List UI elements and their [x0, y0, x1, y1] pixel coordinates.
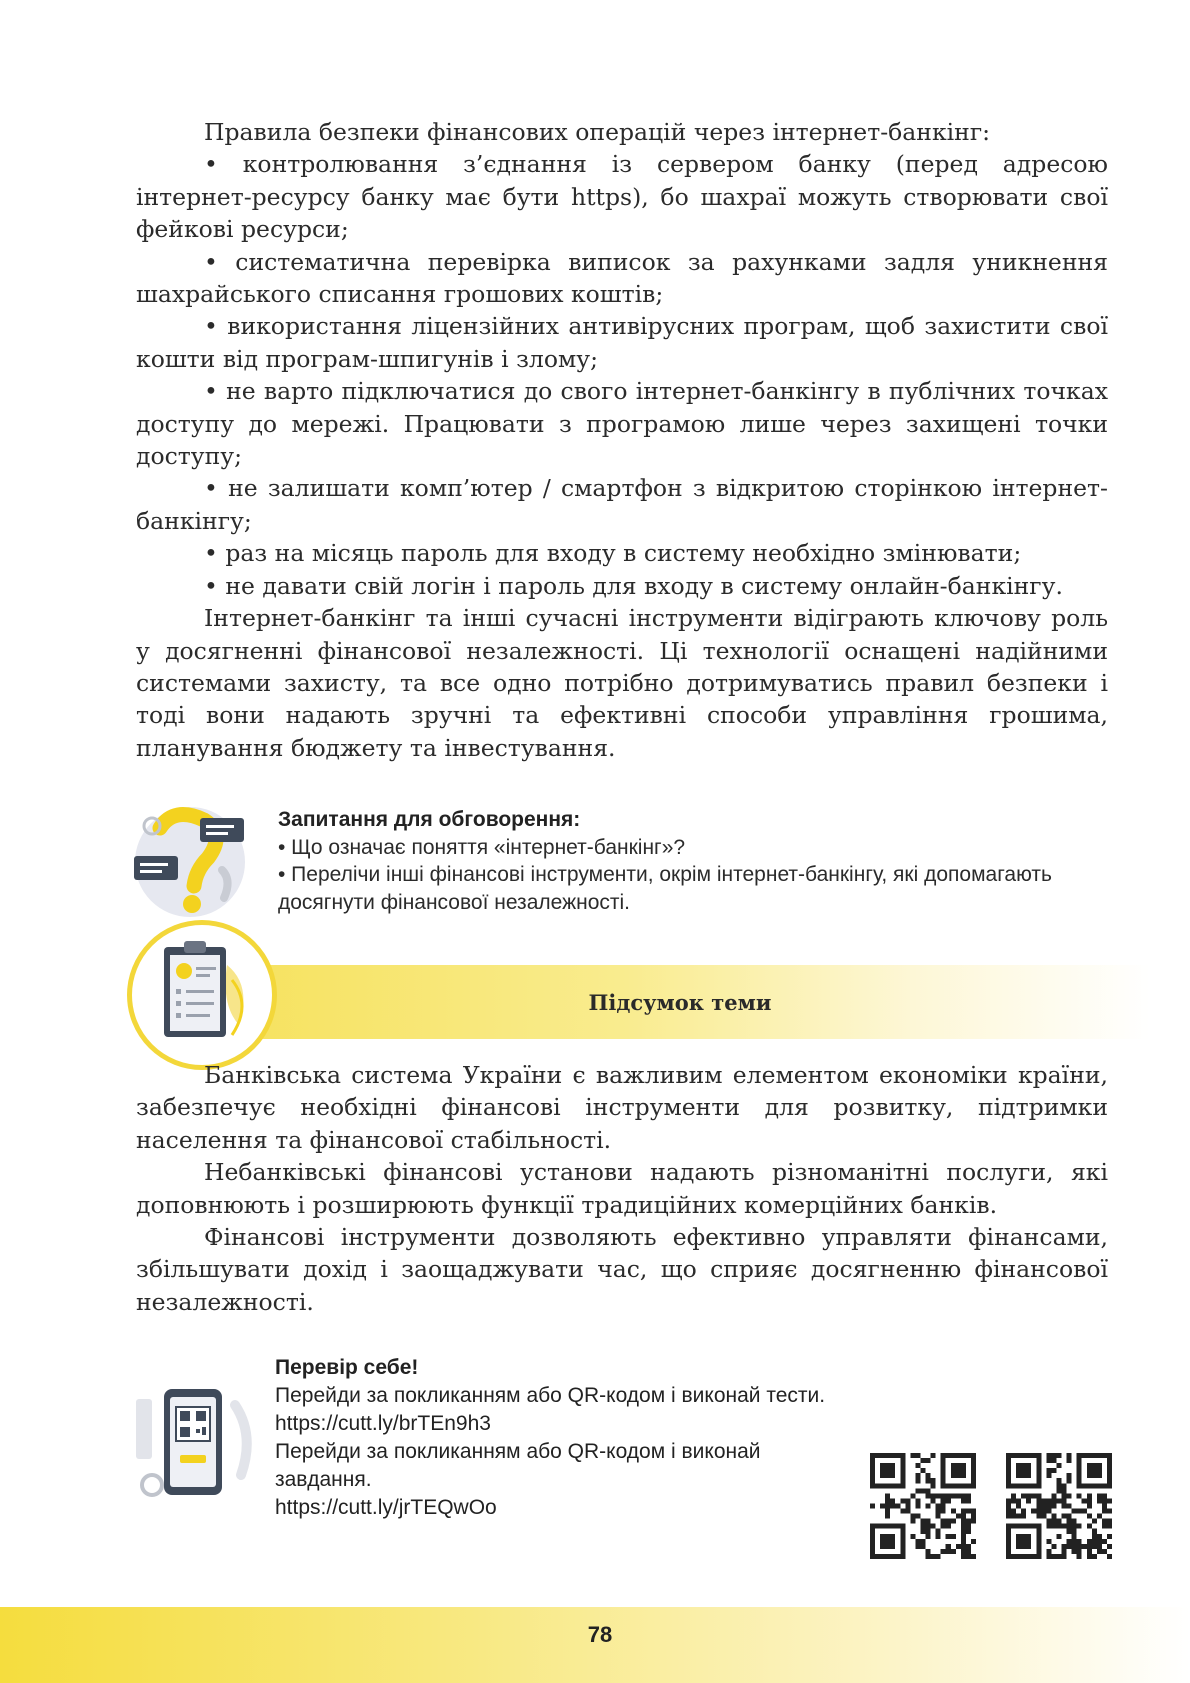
safety-bullet: • раз на місяць пароль для входу в систему необхідно змінювати;: [204, 539, 1022, 568]
discussion-question-icon: [130, 800, 260, 925]
check-instruction: Перейди за покликанням або QR-кодом і виконай тести.: [275, 1384, 826, 1407]
safety-bullet: • не залишати комп’ютер / смартфон з відкритою сторінкою інтернет-банкінгу;: [136, 474, 1108, 535]
safety-bullet: • не варто підключатися до свого інтернет-банкінгу в публічних точках доступу до мережі. Працювати з програмою лише через захищені точки доступу;: [136, 377, 1108, 471]
discussion-question: • Перелічи інші фінансові інструменти, окрім інтернет-банкінгу, які допомагають досягнути фінансової незалежності.: [278, 863, 1052, 914]
check-yourself-section: [275, 1354, 875, 1522]
safety-bullet: • систематична перевірка виписок за рахунками задля уникнення шахрайського списання грошових коштів;: [136, 247, 1108, 309]
check-link[interactable]: https://cutt.ly/brTEn9h3: [275, 1412, 491, 1435]
phone-qr-icon: [130, 1385, 260, 1505]
summary-paragraph: Фінансові інструменти дозволяють ефективно управляти фінансами, збільшувати дохід і заощаджувати час, що сприяє досягненню фінансової незалежності.: [136, 1223, 1108, 1316]
safety-conclusion: Інтернет-банкінг та інші сучасні інструменти відіграють ключову роль у досягненні фінансової незалежності. Ці технології оснащені надійними системами захисту, та все одно потрібно дотримуватись правил безпеки і тоді вони надають зручні та ефективні способи управління грошима, планування бюджету та інвестування.: [136, 604, 1108, 762]
summary-paragraph: Небанківські фінансові установи надають різноманітні послуги, які доповнюють і розширюють функції традиційних комерційних банків.: [136, 1158, 1108, 1219]
safety-bullet: • не давати свій логін і пароль для входу в систему онлайн-банкінгу.: [204, 571, 1063, 600]
summary-section: [136, 1059, 1108, 1318]
safety-rules-section: [136, 116, 1108, 764]
clipboard-icon: [127, 920, 277, 1070]
safety-intro: Правила безпеки фінансових операцій через інтернет-банкінг:: [204, 118, 991, 146]
discussion-section: [278, 806, 1108, 916]
safety-bullet: • контролювання з’єднання із сервером банку (перед адресою інтернет-ресурсу банку має бути https), бо шахраї можуть створювати свої фейкові ресурси;: [136, 150, 1108, 244]
discussion-heading: Запитання для обговорення:: [278, 808, 581, 831]
summary-title: Підсумок теми: [588, 989, 772, 1015]
qr-code-tests[interactable]: [870, 1453, 976, 1559]
qr-code-tasks[interactable]: [1006, 1453, 1112, 1559]
summary-paragraph: Банківська система України є важливим елементом економіки країни, забезпечує необхідні фінансові інструменти для розвитку, підтримки населення та фінансової стабільності.: [136, 1061, 1108, 1154]
check-instruction: Перейди за покликанням або QR-кодом і виконай завдання.: [275, 1440, 761, 1491]
check-link[interactable]: https://cutt.ly/jrTEQwOo: [275, 1496, 497, 1519]
discussion-question: • Що означає поняття «інтернет-банкінг»?: [278, 835, 686, 859]
page-number: 78: [587, 1622, 613, 1647]
check-heading: Перевір себе!: [275, 1356, 419, 1379]
safety-bullet: • використання ліцензійних антивірусних програм, щоб захистити свої кошти від програм-шпигунів і злому;: [136, 312, 1108, 373]
